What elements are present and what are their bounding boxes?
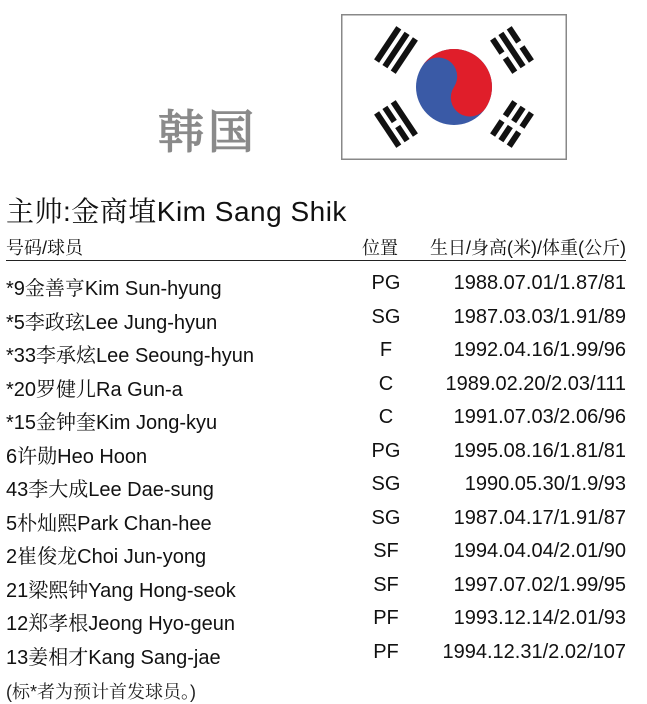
- player-position: PF: [373, 640, 399, 663]
- player-position: SF: [373, 540, 399, 562]
- table-row: [6, 469, 626, 503]
- player-name: 12郑孝根Jeong Hyo-geun: [6, 613, 236, 635]
- player-name: *33李承炫Lee Seoung-hyun: [6, 345, 254, 367]
- player-name: 21梁熙钟Yang Hong-seok: [6, 579, 236, 602]
- table-row: [6, 335, 626, 369]
- player-name: 2崔俊龙Choi Jun-yong: [6, 546, 207, 568]
- player-info: 1994.12.31/2.02/107: [442, 640, 626, 663]
- table-row: [6, 268, 626, 302]
- table-row: [6, 369, 626, 403]
- roster-list: [6, 268, 626, 670]
- player-info: 1987.03.03/1.91/89: [453, 305, 626, 328]
- south-korea-flag-icon: [341, 14, 567, 160]
- column-header-position: 位置: [362, 238, 398, 258]
- player-position: SF: [373, 573, 399, 596]
- player-info: 1987.04.17/1.91/87: [453, 506, 626, 529]
- table-row: [6, 503, 626, 537]
- player-info: 1992.04.16/1.99/96: [453, 339, 626, 361]
- table-row: [6, 402, 626, 436]
- player-name: 6许勋Heo Hoon: [6, 445, 148, 468]
- table-row: [6, 570, 626, 604]
- table-row: [6, 603, 626, 637]
- player-info: 1995.08.16/1.81/81: [453, 439, 626, 462]
- player-position: C: [378, 372, 394, 395]
- player-position: C: [378, 406, 394, 428]
- player-name: 43李大成Lee Dae-sung: [6, 479, 214, 501]
- player-name: 5朴灿熙Park Chan-hee: [6, 512, 212, 535]
- player-name: 13姜相才Kang Sang-jae: [6, 646, 221, 669]
- team-title: 韩国: [158, 105, 258, 159]
- player-info: 1988.07.01/1.87/81: [453, 272, 626, 294]
- player-position: PG: [371, 439, 401, 462]
- player-info: 1990.05.30/1.9/93: [464, 473, 626, 495]
- player-position: SG: [371, 305, 401, 328]
- table-row: [6, 536, 626, 570]
- table-row: [6, 436, 626, 470]
- head-coach: 主帅:金商埴Kim Sang Shik: [6, 196, 347, 227]
- player-name: *20罗健儿Ra Gun-a: [6, 378, 183, 401]
- player-position: SG: [371, 506, 401, 529]
- table-row: [6, 302, 626, 336]
- player-info: 1997.07.02/1.99/95: [453, 573, 626, 596]
- column-header-player: 号码/球员: [6, 238, 84, 258]
- table-header: [6, 234, 626, 261]
- player-info: 1991.07.03/2.06/96: [453, 406, 626, 428]
- column-header-info: 生日/身高(米)/体重(公斤): [430, 238, 626, 258]
- player-position: F: [379, 339, 393, 361]
- footnote: (标*者为预计首发球员。): [6, 682, 196, 702]
- player-name: *9金善亨Kim Sun-hyung: [6, 278, 222, 300]
- player-position: PG: [371, 272, 401, 294]
- player-position: SG: [371, 473, 401, 495]
- player-name: *5李政玹Lee Jung-hyun: [6, 311, 218, 334]
- player-name: *15金钟奎Kim Jong-kyu: [6, 412, 218, 434]
- player-info: 1989.02.20/2.03/111: [445, 372, 626, 395]
- player-info: 1994.04.04/2.01/90: [453, 540, 626, 562]
- table-row: [6, 637, 626, 671]
- player-info: 1993.12.14/2.01/93: [453, 607, 626, 629]
- player-position: PF: [373, 607, 399, 629]
